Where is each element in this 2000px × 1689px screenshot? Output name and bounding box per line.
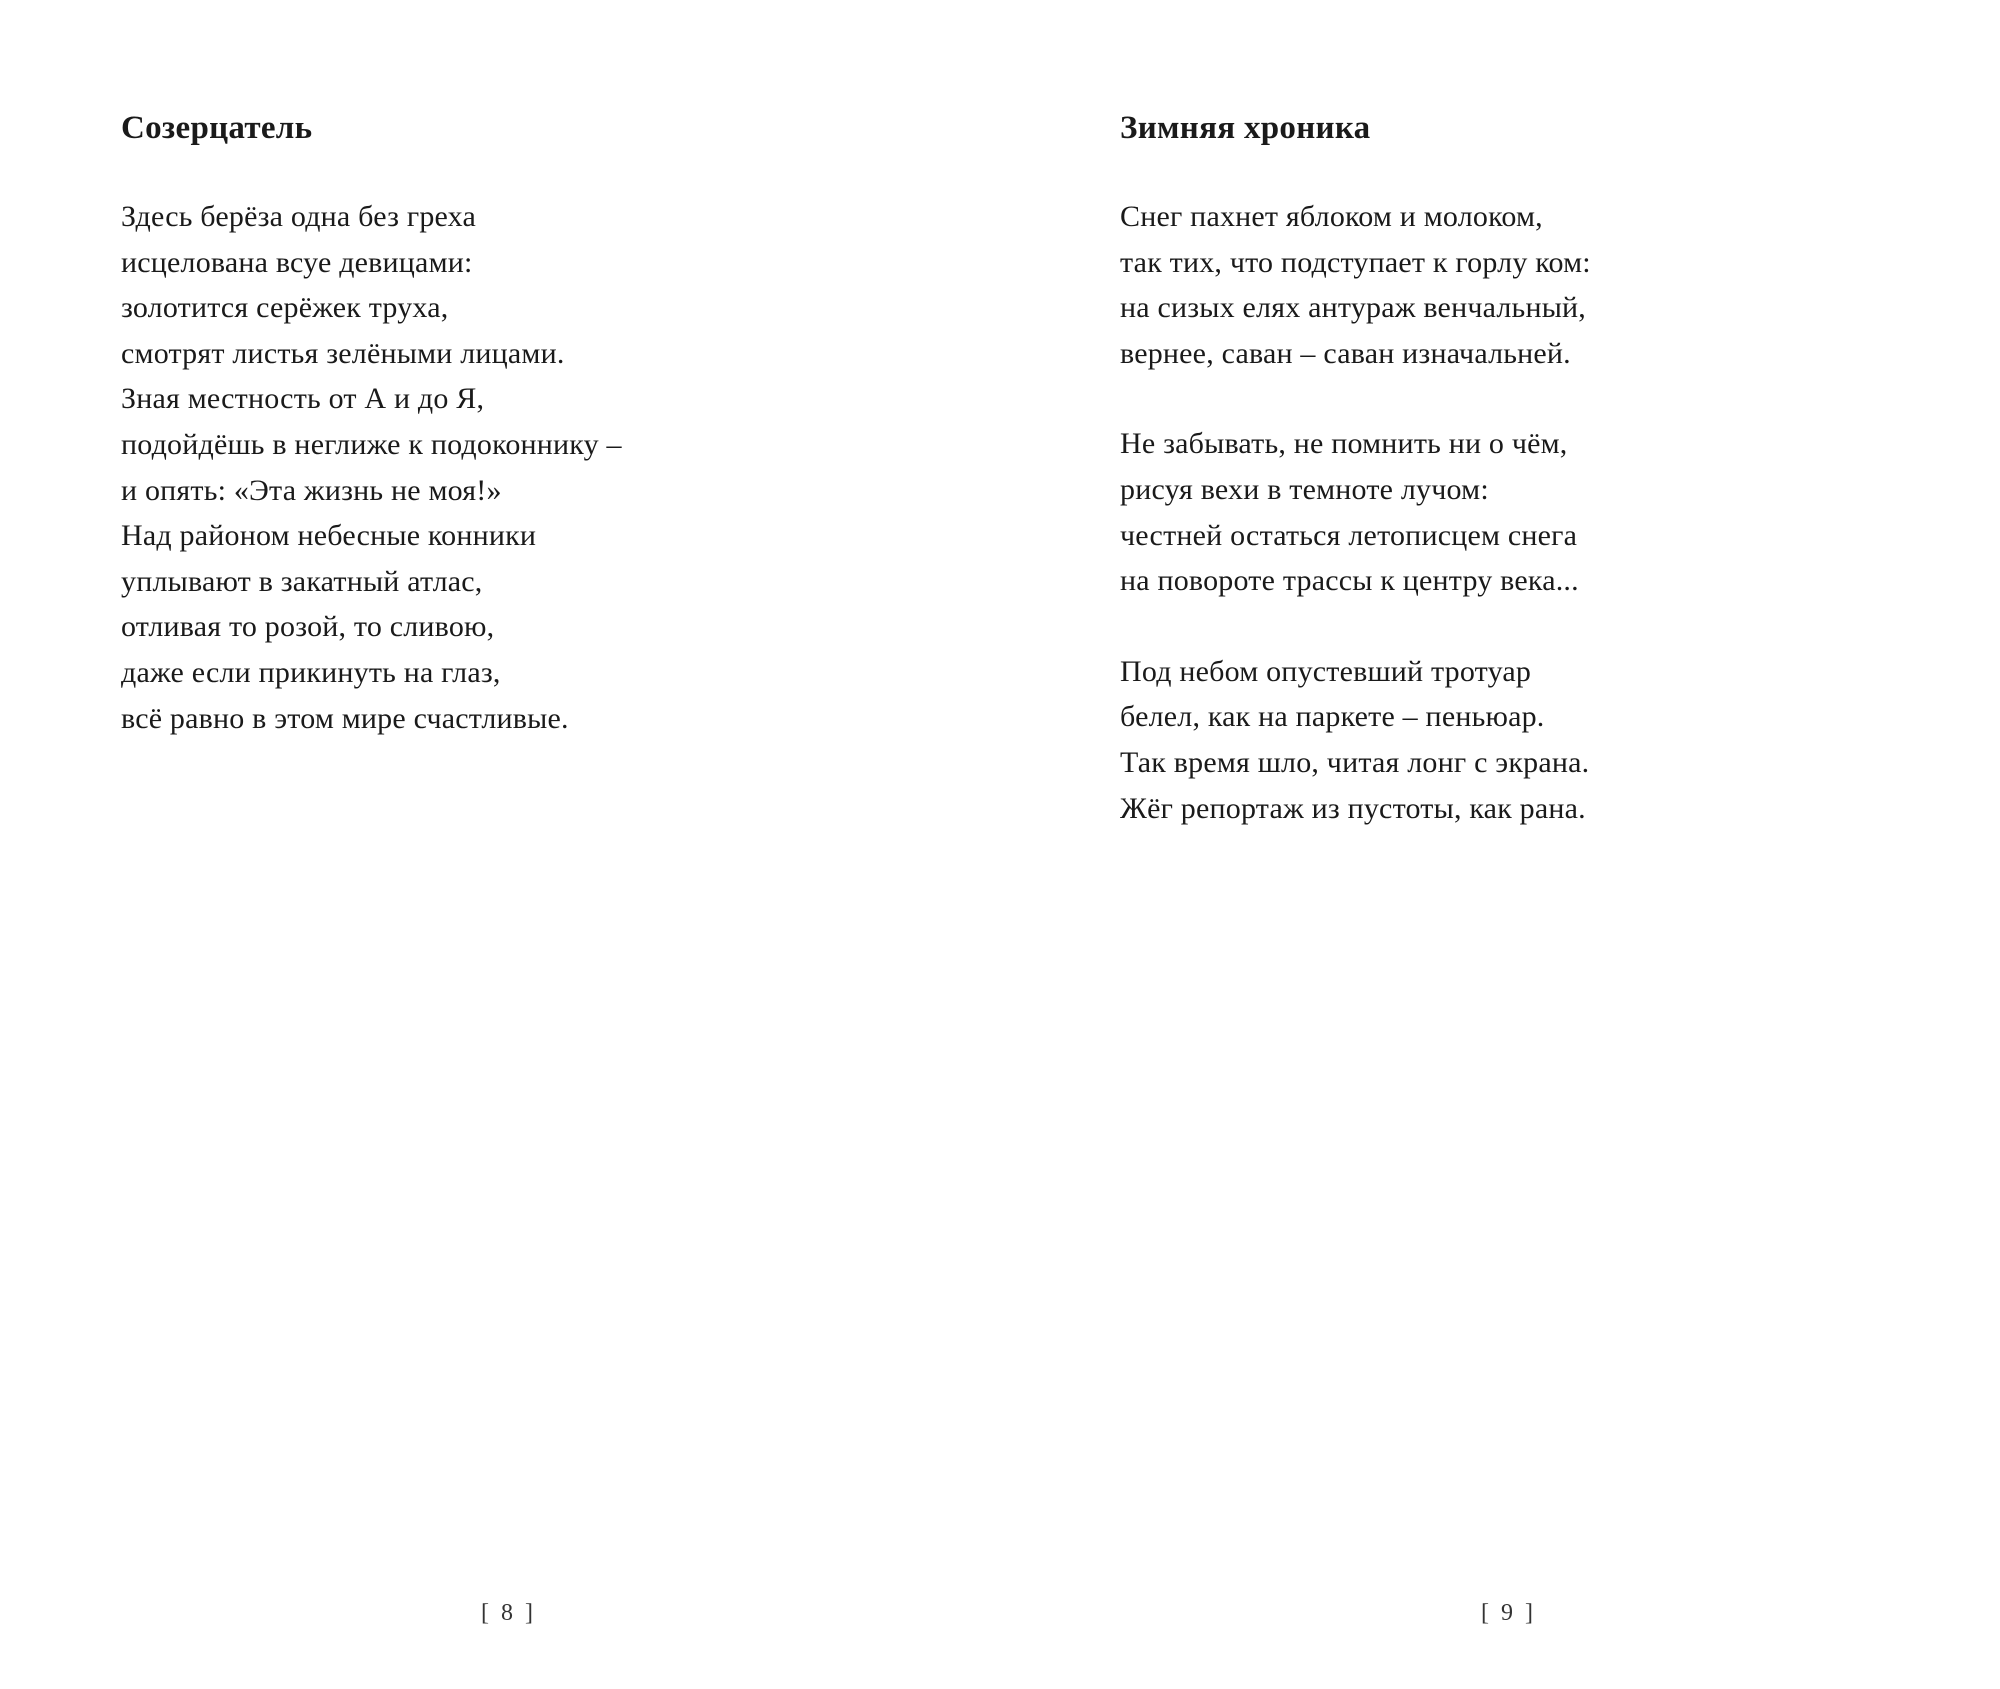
poem-title: Зимняя хроника — [1120, 110, 1371, 146]
poem-line: уплывают в закатный атлас, — [121, 564, 483, 598]
poem-line: смотрят листья зелёными лицами. — [121, 336, 565, 370]
poem-line: вернее, саван – саван изначальней. — [1120, 336, 1571, 370]
poem-line: на повороте трассы к центру века... — [1120, 564, 1579, 598]
poem-line: отливая то розой, то сливою, — [121, 610, 495, 644]
poem-left — [121, 108, 622, 741]
poem-title: Созерцатель — [121, 110, 313, 146]
poem-line: на сизых елях антураж венчальный, — [1120, 291, 1587, 325]
right-page — [1000, 0, 2000, 1689]
page-number: [ 9 ] — [1481, 1600, 1536, 1626]
poem-line: Здесь берёза одна без греха — [121, 200, 476, 233]
stanza — [1120, 649, 1591, 831]
poem-line: всё равно в этом мире счастливые. — [121, 701, 569, 735]
poem-line: и опять: «Эта жизнь не моя!» — [121, 473, 502, 507]
poem-line: честней остаться летописцем снега — [1120, 518, 1578, 552]
poem-line: Так время шло, читая лонг с экрана. — [1120, 745, 1590, 779]
stanza — [1120, 194, 1591, 376]
poem-line: белел, как на паркете – пеньюар. — [1120, 700, 1545, 734]
stanza — [1120, 421, 1591, 603]
poem-line: так тих, что подступает к горлу ком: — [1120, 245, 1591, 279]
poem-line: даже если прикинуть на глаз, — [121, 655, 501, 689]
poem-line: рисуя вехи в темноте лучом: — [1120, 472, 1489, 506]
poem-line: Не забывать, не помнить ни о чём, — [1120, 427, 1568, 461]
poem-line: Под небом опустевший тротуар — [1120, 654, 1532, 688]
poem-line: Зная местность от А и до Я, — [121, 382, 485, 416]
poem-line: золотится серёжек труха, — [121, 291, 449, 325]
poem-right — [1120, 108, 1591, 831]
poem-line: исцелована всуе девицами: — [121, 245, 473, 279]
poem-line: подойдёшь в неглиже к подоконнику – — [121, 427, 622, 461]
poem-line: Жёг репортаж из пустоты, как рана. — [1120, 791, 1586, 825]
poem-line: Снег пахнет яблоком и молоком, — [1120, 200, 1543, 233]
page-number: [ 8 ] — [481, 1600, 536, 1626]
poem-line: Над районом небесные конники — [121, 519, 537, 553]
stanza — [121, 194, 622, 741]
